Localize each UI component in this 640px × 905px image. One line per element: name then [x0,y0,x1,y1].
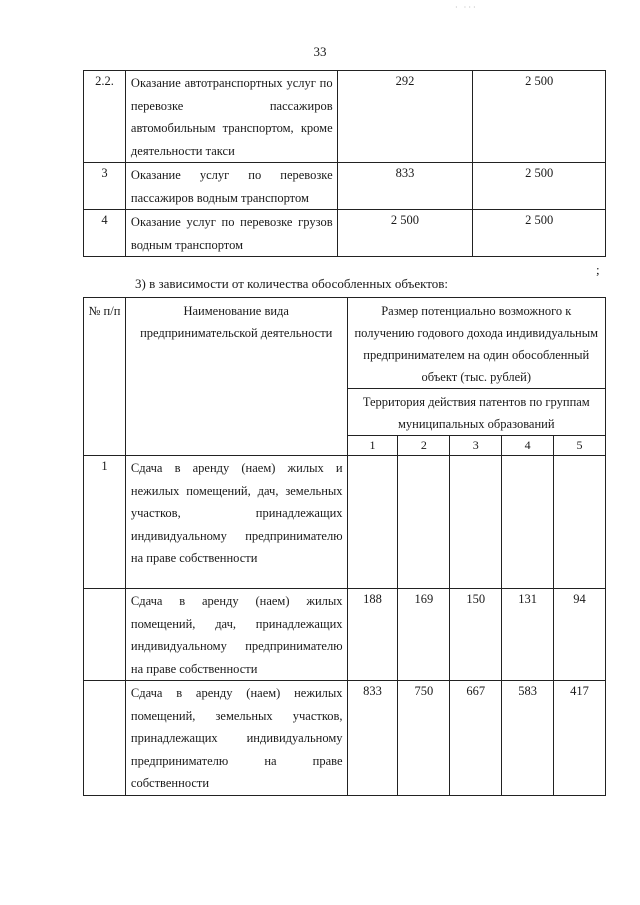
income-value: 833 [347,681,398,796]
row-number: 2.2. [84,71,126,163]
rental-income-table [83,297,606,796]
header-number: № п/п [84,298,126,456]
income-value: 131 [502,589,554,681]
header-income-size: Размер потенциально возможного к получению годового дохода индивидуальным предпринимателем на один обособленный объект (тыс. рублей) [347,298,605,389]
row-number [84,681,126,796]
group-header: 2 [398,436,450,456]
activity-description: Оказание услуг по перевозке грузов водным транспортом [125,210,337,257]
income-value: 2 500 [473,210,606,257]
activity-description: Сдача в аренду (наем) жилых помещений, дач, принадлежащих индивидуальному предпринимателю на праве собственности [125,589,347,681]
income-value: 94 [554,589,606,681]
activity-description: Оказание услуг по перевозке пассажиров водным транспортом [125,163,337,210]
activity-description: Сдача в аренду (наем) жилых и нежилых помещений, дач, земельных участков, принадлежащих индивидуальному предпринимателю на праве собственности [125,456,347,589]
row-number: 3 [84,163,126,210]
group-header: 3 [450,436,502,456]
semicolon: ; [596,262,600,277]
income-value: 2 500 [337,210,473,257]
row-number: 4 [84,210,126,257]
income-value: 150 [450,589,502,681]
income-value [450,456,502,589]
income-value [554,456,606,589]
section-heading: 3) в зависимости от количества обособленных объектов: [135,276,449,291]
income-value: 2 500 [473,71,606,163]
row-number: 1 [84,456,126,589]
income-value: 417 [554,681,606,796]
table-row [84,163,606,210]
page-number: 33 [313,44,327,59]
income-value: 583 [502,681,554,796]
income-value [347,456,398,589]
group-header: 5 [554,436,606,456]
activity-description: Оказание автотранспортных услуг по перевозке пассажиров автомобильным транспортом, кроме деятельности такси [125,71,337,163]
row-number [84,589,126,681]
income-value: 2 500 [473,163,606,210]
table-row [84,681,606,796]
header-activity: Наименование вида предпринимательской деятельности [125,298,347,456]
income-value: 833 [337,163,473,210]
scan-artifact: · ··· [455,3,478,12]
transport-services-table [83,70,606,257]
group-header: 4 [502,436,554,456]
income-value: 292 [337,71,473,163]
table-row [84,589,606,681]
table-row [84,456,606,589]
income-value: 667 [450,681,502,796]
table-row [84,210,606,257]
table-row [84,71,606,163]
activity-description: Сдача в аренду (наем) нежилых помещений, земельных участков, принадлежащих индивидуальному предпринимателю на праве собственности [125,681,347,796]
income-value: 169 [398,589,450,681]
income-value [398,456,450,589]
group-header: 1 [347,436,398,456]
income-value: 188 [347,589,398,681]
income-value: 750 [398,681,450,796]
header-territory: Территория действия патентов по группам муниципальных образований [347,389,605,436]
income-value [502,456,554,589]
